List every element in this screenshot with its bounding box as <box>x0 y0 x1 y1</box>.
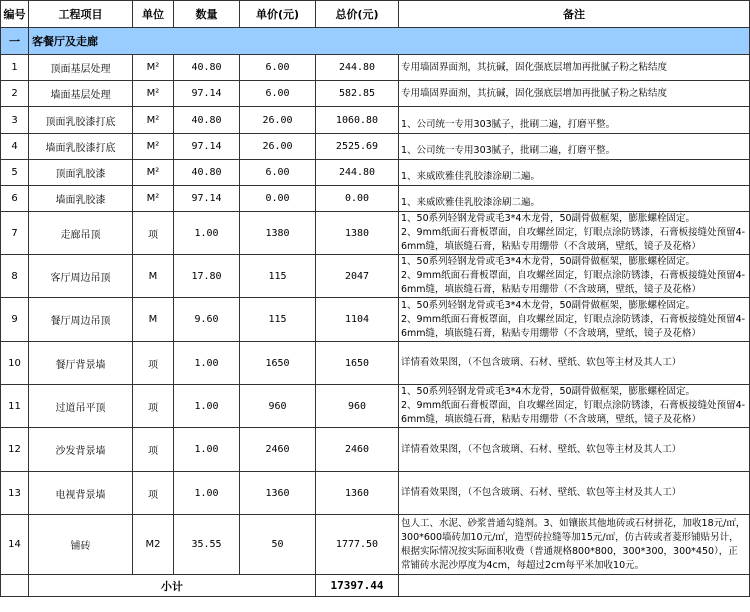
row-no: 10 <box>1 342 29 385</box>
header-unit: 单位 <box>133 1 174 28</box>
row-price: 6.00 <box>240 55 316 81</box>
row-total: 244.80 <box>316 160 399 186</box>
row-no: 8 <box>1 255 29 298</box>
header-remark: 备注 <box>399 1 750 28</box>
row-qty: 97.14 <box>174 186 240 212</box>
table-row <box>1 212 750 255</box>
row-unit: 项 <box>133 342 174 385</box>
row-remark: 1、50系列轻钢龙骨或毛3*4木龙骨，50副骨做框架，膨胀螺栓固定。 2、9mm纸面石膏板罩面，自攻螺丝固定，钉眼点涂防锈漆，石膏板接缝处预留4-6mm缝，填嵌缝石膏，粘贴专用绷带（不含玻璃，壁纸，镜子及花格） <box>399 212 750 255</box>
table-row <box>1 81 750 107</box>
header-price: 单价(元) <box>240 1 316 28</box>
row-item: 走廊吊顶 <box>29 212 133 255</box>
row-total: 960 <box>316 385 399 428</box>
row-item: 电视背景墙 <box>29 472 133 515</box>
row-total: 2525.69 <box>316 134 399 160</box>
header-no: 编号 <box>1 1 29 28</box>
row-qty: 1.00 <box>174 385 240 428</box>
row-remark: 1、50系列轻钢龙骨或毛3*4木龙骨，50副骨做框架，膨胀螺栓固定。 2、9mm纸面石膏板罩面，自攻螺丝固定，钉眼点涂防锈漆，石膏板接缝处预留4-6mm缝，填嵌缝石膏，粘贴专用绷带（不含玻璃，壁纸，镜子及花格） <box>399 298 750 342</box>
row-unit: M² <box>133 55 174 81</box>
row-no: 5 <box>1 160 29 186</box>
row-unit: M2 <box>133 515 174 575</box>
table-row <box>1 160 750 186</box>
row-total: 1650 <box>316 342 399 385</box>
row-unit: M² <box>133 186 174 212</box>
row-remark: 1、50系列轻钢龙骨或毛3*4木龙骨，50副骨做框架，膨胀螺栓固定。 2、9mm纸面石膏板罩面，自攻螺丝固定，钉眼点涂防锈漆，石膏板接缝处预留4-6mm缝，填嵌缝石膏，粘贴专用绷带（不含玻璃，壁纸，镜子及花格） <box>399 385 750 428</box>
row-price: 115 <box>240 298 316 342</box>
row-qty: 35.55 <box>174 515 240 575</box>
table-row <box>1 472 750 515</box>
row-qty: 97.14 <box>174 134 240 160</box>
row-item: 客厅周边吊顶 <box>29 255 133 298</box>
row-item: 顶面基层处理 <box>29 55 133 81</box>
row-remark: 1、来威欧雅佳乳胶漆涂刷二遍。 <box>399 160 750 186</box>
row-remark: 1、50系列轻钢龙骨或毛3*4木龙骨，50副骨做框架，膨胀螺栓固定。 2、9mm纸面石膏板罩面，自攻螺丝固定，钉眼点涂防锈漆，石膏板接缝处预留4-6mm缝，填嵌缝石膏，粘贴专用绷带（不含玻璃，壁纸，镜子及花格） <box>399 255 750 298</box>
row-qty: 17.80 <box>174 255 240 298</box>
header-total: 总价(元) <box>316 1 399 28</box>
table-row <box>1 134 750 160</box>
row-item: 铺砖 <box>29 515 133 575</box>
row-total: 2047 <box>316 255 399 298</box>
row-unit: M <box>133 298 174 342</box>
table-row <box>1 107 750 134</box>
row-qty: 1.00 <box>174 342 240 385</box>
row-total: 1380 <box>316 212 399 255</box>
subtotal-row <box>1 575 750 597</box>
row-remark: 包人工、水泥、砂浆普通勾缝剂。3、如镶嵌其他地砖或石材拼花，加收18元/㎡，300*600墙砖加10元/㎡，造型砖拉缝等加15元/㎡，仿古砖或者菱形铺贴另计，根据实际情况按实际面积收费（普通规格800*800，300*300，300*450），正常铺砖水泥沙厚度为4cm，每超过2cm每平米加收10元。 <box>399 515 750 575</box>
table-row <box>1 515 750 575</box>
row-no: 14 <box>1 515 29 575</box>
subtotal-total: 17397.44 <box>316 575 399 597</box>
table-row <box>1 255 750 298</box>
table-row <box>1 55 750 81</box>
row-no: 11 <box>1 385 29 428</box>
row-qty: 40.80 <box>174 160 240 186</box>
row-item: 墙面基层处理 <box>29 81 133 107</box>
row-no: 13 <box>1 472 29 515</box>
row-no: 9 <box>1 298 29 342</box>
row-total: 1060.80 <box>316 107 399 134</box>
row-qty: 1.00 <box>174 428 240 472</box>
row-no: 12 <box>1 428 29 472</box>
row-total: 0.00 <box>316 186 399 212</box>
row-no: 2 <box>1 81 29 107</box>
row-item: 顶面乳胶漆打底 <box>29 107 133 134</box>
row-price: 26.00 <box>240 134 316 160</box>
header-row <box>1 1 750 28</box>
row-no: 3 <box>1 107 29 134</box>
row-unit: 项 <box>133 428 174 472</box>
row-item: 墙面乳胶漆打底 <box>29 134 133 160</box>
row-item: 餐厅背景墙 <box>29 342 133 385</box>
section-row <box>1 28 750 55</box>
row-price: 1380 <box>240 212 316 255</box>
row-unit: 项 <box>133 472 174 515</box>
row-no: 1 <box>1 55 29 81</box>
row-remark: 专用墙固界面剂，其抗碱，固化强底层增加再批腻子粉之粘结度 <box>399 81 750 107</box>
row-qty: 40.80 <box>174 107 240 134</box>
row-price: 26.00 <box>240 107 316 134</box>
row-unit: M² <box>133 134 174 160</box>
row-unit: M <box>133 255 174 298</box>
row-remark: 详情看效果图，（不包含玻璃、石材、壁纸、软包等主材及其人工） <box>399 428 750 472</box>
row-qty: 1.00 <box>174 472 240 515</box>
row-price: 115 <box>240 255 316 298</box>
table-row <box>1 186 750 212</box>
table-row <box>1 428 750 472</box>
row-item: 墙面乳胶漆 <box>29 186 133 212</box>
row-item: 顶面乳胶漆 <box>29 160 133 186</box>
row-total: 1104 <box>316 298 399 342</box>
row-total: 1777.50 <box>316 515 399 575</box>
row-price: 6.00 <box>240 160 316 186</box>
row-no: 6 <box>1 186 29 212</box>
subtotal-remark <box>399 575 750 597</box>
row-total: 2460 <box>316 428 399 472</box>
row-item: 餐厅周边吊顶 <box>29 298 133 342</box>
row-remark: 1、公司统一专用303腻子，批刷二遍，打磨平整。 <box>399 134 750 160</box>
section-no: 一 <box>1 28 29 55</box>
row-unit: M² <box>133 81 174 107</box>
row-price: 0.00 <box>240 186 316 212</box>
row-price: 1650 <box>240 342 316 385</box>
row-remark: 1、公司统一专用303腻子，批刷二遍，打磨平整。 <box>399 107 750 134</box>
subtotal-no <box>1 575 29 597</box>
row-remark: 1、来威欧雅佳乳胶漆涂刷二遍。 <box>399 186 750 212</box>
section-title: 客餐厅及走廊 <box>29 28 750 55</box>
row-unit: 项 <box>133 385 174 428</box>
row-item: 过道吊平顶 <box>29 385 133 428</box>
row-total: 582.85 <box>316 81 399 107</box>
row-no: 4 <box>1 134 29 160</box>
subtotal-label: 小计 <box>29 575 316 597</box>
table-row <box>1 298 750 342</box>
header-qty: 数量 <box>174 1 240 28</box>
row-remark: 详情看效果图，（不包含玻璃、石材、壁纸、软包等主材及其人工） <box>399 342 750 385</box>
row-qty: 40.80 <box>174 55 240 81</box>
row-price: 1360 <box>240 472 316 515</box>
row-unit: M² <box>133 160 174 186</box>
row-qty: 1.00 <box>174 212 240 255</box>
header-item: 工程项目 <box>29 1 133 28</box>
row-unit: 项 <box>133 212 174 255</box>
row-unit: M² <box>133 107 174 134</box>
row-no: 7 <box>1 212 29 255</box>
row-price: 6.00 <box>240 81 316 107</box>
row-item: 沙发背景墙 <box>29 428 133 472</box>
row-qty: 97.14 <box>174 81 240 107</box>
table-row <box>1 385 750 428</box>
row-price: 960 <box>240 385 316 428</box>
table-row <box>1 342 750 385</box>
row-price: 50 <box>240 515 316 575</box>
row-total: 244.80 <box>316 55 399 81</box>
row-total: 1360 <box>316 472 399 515</box>
row-qty: 9.60 <box>174 298 240 342</box>
row-remark: 详情看效果图，（不包含玻璃、石材、壁纸、软包等主材及其人工） <box>399 472 750 515</box>
row-remark: 专用墙固界面剂，其抗碱，固化强底层增加再批腻子粉之粘结度 <box>399 55 750 81</box>
row-price: 2460 <box>240 428 316 472</box>
